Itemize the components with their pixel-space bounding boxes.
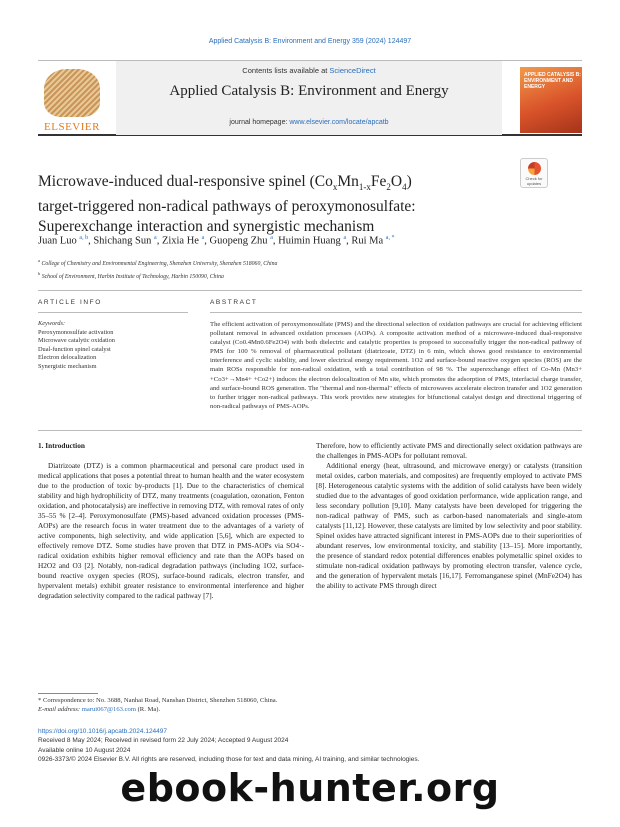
journal-title: Applied Catalysis B: Environment and Energy xyxy=(169,83,449,99)
abstract-heading: ABSTRACT xyxy=(210,299,258,306)
sciencedirect-link[interactable]: ScienceDirect xyxy=(329,66,376,75)
body-column-right xyxy=(316,441,582,591)
title-close: ) xyxy=(406,173,412,190)
journal-cover-image xyxy=(520,67,582,133)
copyright-line: 0926-3373/© 2024 Elsevier B.V. All rights are reserved, including those for text and data mining, AI training, and similar technologies. xyxy=(38,755,420,763)
article-title xyxy=(38,172,508,237)
title-sub-1x: 1-x xyxy=(358,182,371,193)
keyword-item: Electron delocalization xyxy=(38,354,97,362)
keywords-label: Keywords: xyxy=(38,320,66,327)
section-divider xyxy=(38,290,582,291)
watermark: ebook-hunter.org xyxy=(120,766,500,810)
doi-link[interactable]: https://doi.org/10.1016/j.apcatb.2024.124497 xyxy=(38,728,168,735)
title-line2: target-triggered non-radical pathways of peroxymonosulfate: xyxy=(38,198,416,216)
keyword-item: Peroxymonosulfate activation xyxy=(38,328,114,336)
homepage-prefix: journal homepage: xyxy=(229,119,290,126)
elsevier-tree-icon xyxy=(44,69,100,117)
author-name[interactable]: Huimin Huang xyxy=(278,235,341,247)
title-sub-x: x xyxy=(332,182,338,193)
masthead-center xyxy=(116,61,502,135)
author-name[interactable]: Zixia He xyxy=(161,235,199,247)
author-name[interactable]: Guopeng Zhu xyxy=(209,235,268,247)
body-paragraph: Additional energy (heat, ultrasound, and microwave energy) or catalysts (transition metal oxides, carbon materials, and composites) are frequently employed to activate PMS [8]. Heterogeneous catalytic systems with the addition of solid catalysts have been widely studied due to the advantages of good oxidation performance, wide application range, and less secondary pollution [9,10]. Many catalysts have been developed for triggering the non-radical pathway of PMS, such as carbon-based nanomaterials and single-atom catalysts [11,12]. However, these catalysts are limited by low selectivity and poor stability. Spinel oxides have attracted significant interest in PMS-AOPs due to their superiorities of abundant reserves, low environmental toxicity, and stability [13–15]. More importantly, the presence of standard redox potential differences enables polymetallic spinel oxides to stimulate non-radical oxidation pathways by promoting electron transfer, valence cycle, and the generation of hypervalent metals [16,17]. Ferromanganese spinel (MnFe2O4) has the ability to activate PMS through direct xyxy=(316,461,582,590)
author-affiliation-mark[interactable]: a xyxy=(270,235,273,241)
author-affiliation-mark[interactable]: a, b xyxy=(79,235,89,241)
title-sub-4: 4 xyxy=(402,182,407,193)
abstract-bottom-divider xyxy=(38,430,582,431)
title-sub-2: 2 xyxy=(386,182,391,193)
title-part1: Microwave-induced dual-responsive spinel (Co xyxy=(38,173,333,190)
cover-title: APPLIED CATALYSIS B: ENVIRONMENT AND ENERGY xyxy=(524,72,581,90)
email-line xyxy=(38,706,308,715)
author-affiliation-mark[interactable]: a xyxy=(343,235,347,241)
affiliation-text: School of Environment, Harbin Institute of Technology, Harbin 150090, China xyxy=(41,273,224,280)
abstract-divider xyxy=(210,312,582,313)
journal-masthead xyxy=(38,60,582,136)
title-o: O xyxy=(390,173,403,190)
available-online: Available online 10 August 2024 xyxy=(38,746,131,754)
elsevier-wordmark: ELSEVIER xyxy=(44,121,100,133)
journal-reference-link[interactable]: Applied Catalysis B: Environment and Energy 359 (2024) 124497 xyxy=(208,38,412,45)
email-label: E-mail address: xyxy=(38,705,82,713)
introduction-heading: 1. Introduction xyxy=(38,441,85,450)
author-affiliation-mark[interactable]: a xyxy=(201,235,205,241)
check-for-updates-button[interactable] xyxy=(520,158,548,188)
keyword-item: Dual-function spinel catalyst xyxy=(38,345,111,353)
title-fe: Fe xyxy=(370,173,387,190)
updates-label: Check for updates xyxy=(525,176,543,186)
affiliation-item xyxy=(38,256,582,269)
keyword-item: Synergistic mechanism xyxy=(38,362,97,370)
keywords-block xyxy=(38,320,188,372)
body-column-left xyxy=(38,441,304,601)
author-name[interactable]: Shichang Sun xyxy=(93,235,152,247)
body-paragraph: Diatrizoate (DTZ) is a common pharmaceutical and personal care product used in medical applications that poses a potential threat to human health and the water ecosystem due to the production of toxic by-products [1]. Due to the characteristics of chemical stability and high hydrophilicity of DTZ, many treatments (coagulation, ozonation, Fenton oxidation, and photocatalysis) are ineffective in removing DTZ, with removal rates of only 35–55 % [2–4]. Peroxymonosulfate (PMS)-based advanced oxidation processes (PMS-AOPs) are the research focus in water treatment due to the advantages of a variety of active components, high selectivity, and wide application [5,6], which are expected to effectively remove DTZ. Some studies have proven that DTZ in PMS-AOPs via SO4·- radical oxidation exhibits higher removal efficiency and rate than the AOPs based on H2O2 and O3 [2]. Notably, non-radical degradation pathways (including 1O2, surface-bound reactive oxygen species (ROS), surface-bound radicals, electron transfer, and hypervalent metals) exhibit greater resistance to environmental interference and higher degradation selectivity compared to the radical pathway [7]. xyxy=(38,461,304,600)
author-affiliation-mark[interactable]: a xyxy=(154,235,157,241)
article-info-heading: ARTICLE INFO xyxy=(38,299,102,306)
journal-homepage-link[interactable]: www.elsevier.com/locate/apcatb xyxy=(289,119,389,126)
email-link[interactable]: marui067@163.com xyxy=(81,705,136,713)
author-name[interactable]: Rui Ma xyxy=(351,235,384,247)
abstract-text: The efficient activation of peroxymonosulfate (PMS) and the directional selection of oxidation pathways are crucial for achieving efficient pollutant removal in advanced oxidation processes (AOPs). A composite activation method of a microwave-induced dual-responsive catalyst (Co0.4Mn0.6Fe2O4) with both dielectric and catalytic properties is proposed to successfully trigger the non-radical pathway of PMS for 100 % removal of pharmaceutical pollutant (diatrizoate, DTZ) in 6 min, which shows good resistance to environmental interference and cyclic stability, and lower electrical energy requirement. 1O2 and surface-bound reactive oxygen species (ROS) are the main ROSs responsible for non-radical oxidation, with a total contribution of 98 %. The superexchange effect of Co-Mn (Mn3+ +Co3+→Mn4+ +Co2+) induces the electron delocalization of Mn site, which promotes the adsorption of PMS, interfacial charge transfer, and surface-bound ROS generation. The "thermal and non-thermal" effects of microwaves accelerate electron transfer and 1O2 generation to further trigger non-radical pathways. This work provides new strategies for bifunctional catalyst design and directional triggering of non-radical pathways of PMS-AOPs. xyxy=(210,321,582,410)
email-suffix: (R. Ma). xyxy=(135,705,161,713)
author-list: Juan Luo $^{a, b}$, Shichang Sun $^a$, Zixia He $^a$, Guopeng Zhu $^a$, Huimin Huang $^a$, Rui Ma $^{a, *}$ xyxy=(38,235,395,247)
received-dates: Received 8 May 2024; Received in revised form 22 July 2024; Accepted 9 August 2024 xyxy=(38,737,289,745)
title-line3: Superexchange interaction and synergistic mechanism xyxy=(38,218,375,236)
homepage-line xyxy=(116,119,502,126)
author-affiliation-mark[interactable]: a, * xyxy=(385,235,395,241)
elsevier-logo xyxy=(38,67,106,133)
keyword-item: Microwave catalytic oxidation xyxy=(38,337,115,345)
body-paragraph: Therefore, how to efficiently activate PMS and directionally select oxidation pathways are the challenges in PMS-AOPs for pollutant removal. xyxy=(316,441,582,460)
affiliation-item xyxy=(38,269,582,282)
article-metadata xyxy=(38,727,582,764)
contents-line xyxy=(116,66,502,75)
title-mn: Mn xyxy=(337,173,359,190)
footnote-divider xyxy=(38,693,98,694)
correspondence-note: * Correspondence to: No. 3688, Nanhai Road, Nanshan District, Shenzhen 518060, China. xyxy=(38,697,278,704)
contents-prefix: Contents lists available at xyxy=(242,66,330,75)
author-name[interactable]: Juan Luo xyxy=(38,235,77,247)
affiliations xyxy=(38,256,582,282)
affiliation-mark: b xyxy=(38,270,41,276)
affiliation-mark: a xyxy=(38,258,40,263)
footnotes xyxy=(38,697,308,714)
updates-icon xyxy=(528,162,541,175)
affiliation-text: College of Chemistry and Environmental Engineering, Shenzhen University, Shenzhen 518060, China xyxy=(41,260,278,267)
article-info-divider xyxy=(38,312,188,313)
